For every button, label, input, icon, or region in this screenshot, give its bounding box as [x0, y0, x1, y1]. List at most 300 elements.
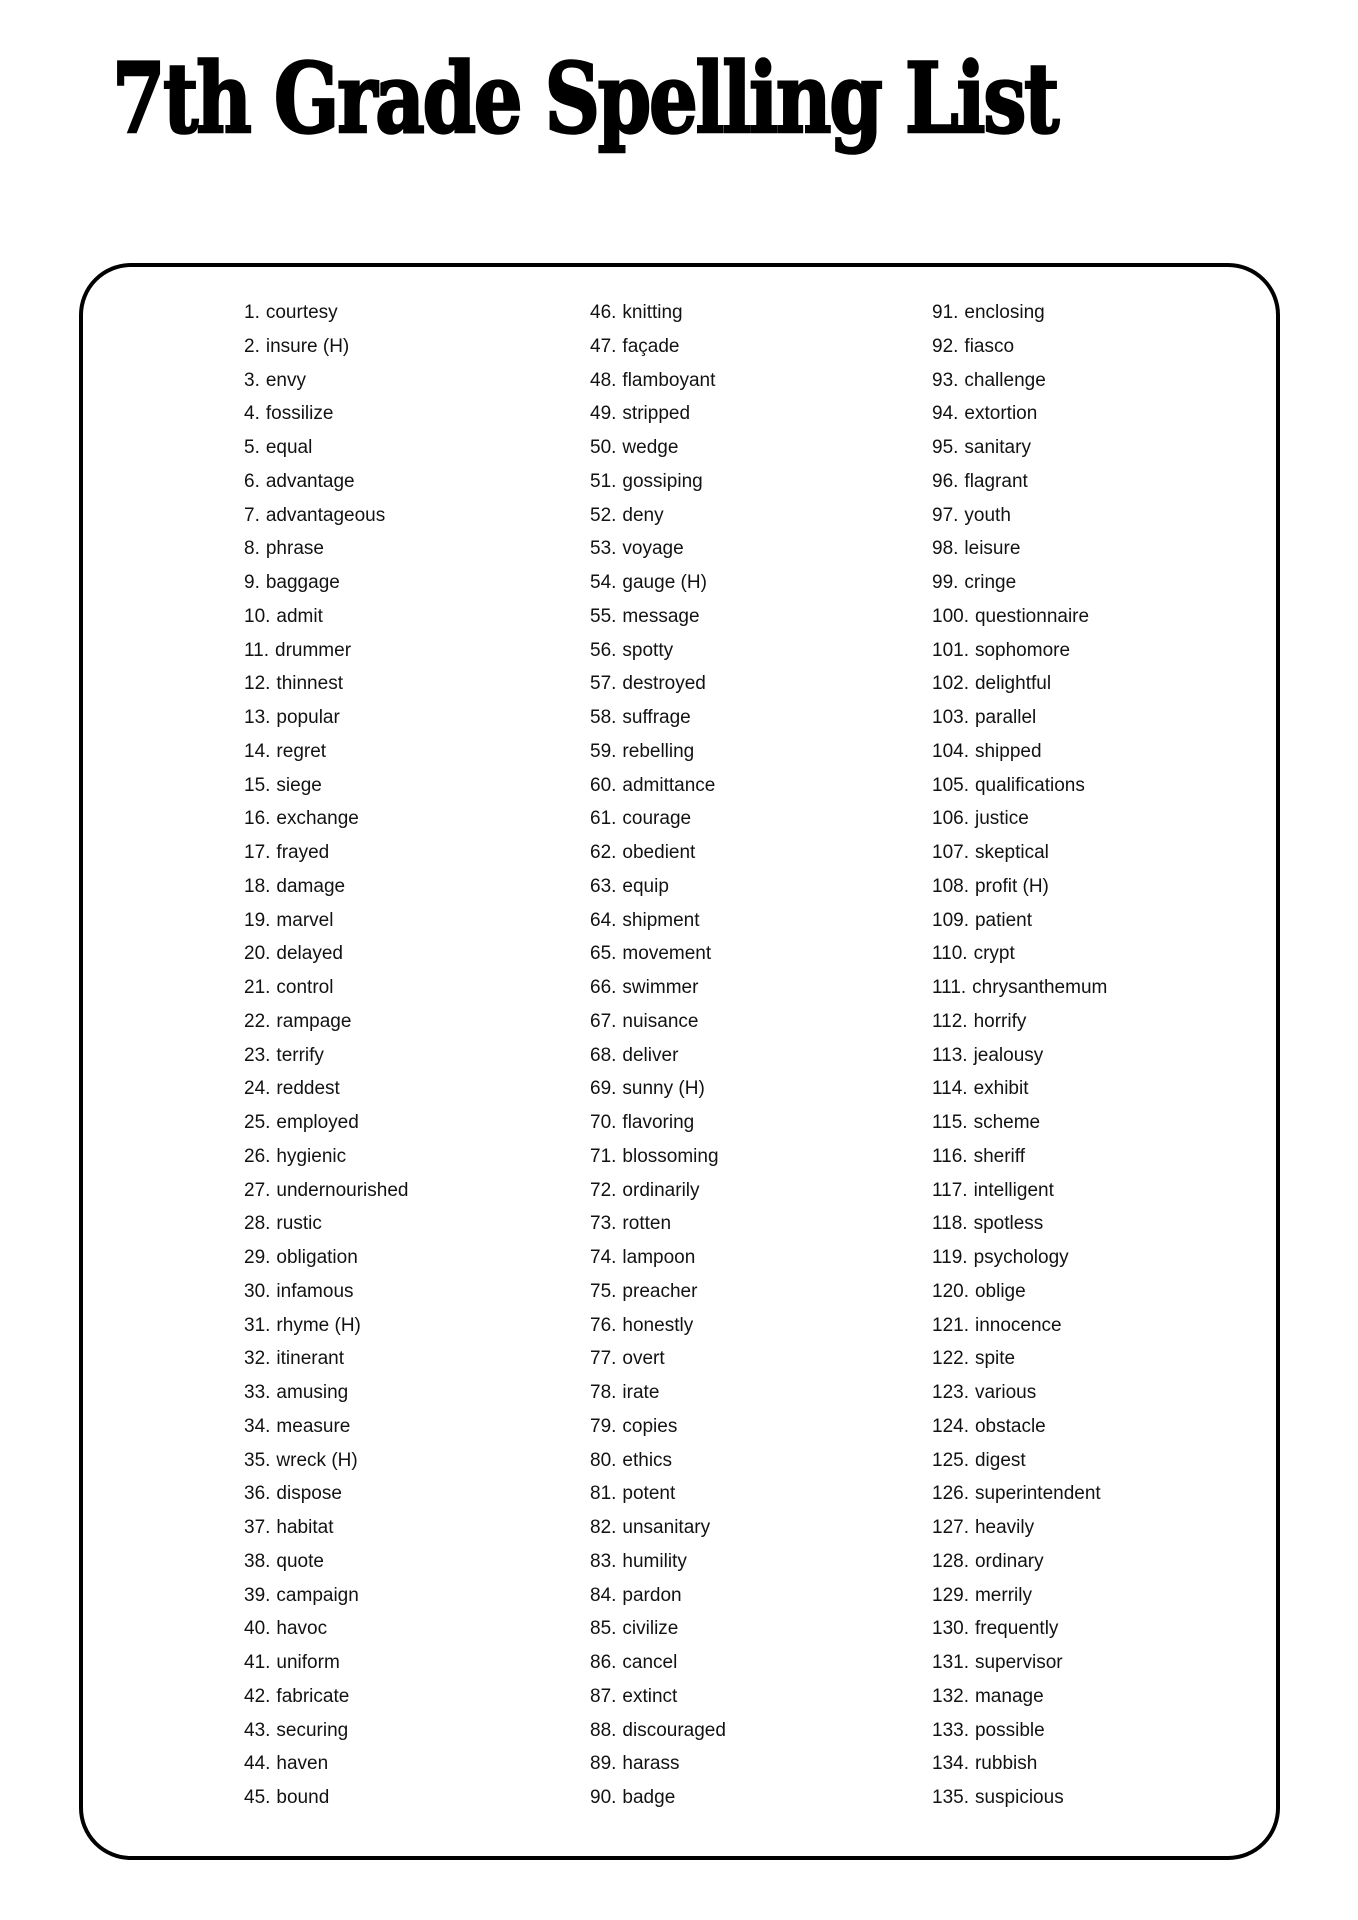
item-number: 84.: [590, 1584, 617, 1606]
list-item: [244, 1545, 408, 1579]
item-number: 43.: [244, 1719, 271, 1741]
list-item: [590, 1039, 726, 1073]
list-item: [590, 904, 726, 938]
item-number: 53.: [590, 538, 617, 560]
list-item: [244, 499, 408, 533]
list-item: [244, 634, 408, 668]
item-word: sunny (H): [622, 1078, 705, 1100]
item-number: 129.: [932, 1584, 969, 1606]
item-number: 77.: [590, 1348, 617, 1370]
item-word: envy: [265, 369, 306, 391]
item-number: 92.: [932, 335, 959, 357]
list-item: [590, 1207, 726, 1241]
item-number: 62.: [590, 842, 617, 863]
list-item: [244, 1747, 408, 1781]
item-word: parallel: [974, 707, 1037, 728]
item-number: 8.: [244, 538, 260, 560]
item-number: 110.: [932, 943, 968, 965]
list-item: [590, 600, 726, 634]
list-item: [244, 1342, 408, 1376]
item-number: 98.: [932, 538, 959, 560]
item-word: havoc: [276, 1618, 328, 1640]
item-number: 121.: [932, 1314, 969, 1336]
item-word: advantage: [265, 470, 355, 492]
item-word: campaign: [276, 1584, 359, 1606]
word-column-3: [932, 296, 1107, 1815]
item-number: 74.: [590, 1247, 617, 1268]
item-word: infamous: [276, 1280, 354, 1302]
list-item: [244, 1612, 408, 1646]
item-word: frequently: [974, 1618, 1059, 1640]
item-word: skeptical: [974, 842, 1049, 863]
item-word: façade: [622, 335, 680, 357]
item-number: 34.: [244, 1415, 271, 1437]
list-item: [932, 1747, 1107, 1781]
item-word: sheriff: [973, 1145, 1025, 1167]
list-item: [590, 1579, 726, 1613]
item-number: 75.: [590, 1280, 617, 1302]
item-word: wedge: [622, 437, 679, 458]
item-word: gauge (H): [622, 572, 707, 593]
item-number: 26.: [244, 1145, 271, 1167]
item-word: blossoming: [622, 1145, 719, 1167]
item-word: suspicious: [974, 1787, 1064, 1808]
item-word: exchange: [276, 808, 359, 830]
list-item: [932, 364, 1107, 398]
list-item: [590, 1511, 726, 1545]
list-item: [932, 465, 1107, 499]
item-word: delightful: [974, 673, 1052, 695]
item-word: sophomore: [974, 639, 1071, 661]
item-word: quote: [276, 1550, 324, 1572]
item-word: uniform: [276, 1652, 340, 1673]
list-item: [590, 1106, 726, 1140]
item-number: 83.: [590, 1550, 617, 1572]
item-word: badge: [622, 1787, 676, 1808]
item-number: 100.: [932, 605, 969, 627]
list-item: [244, 701, 408, 735]
item-number: 81.: [590, 1483, 617, 1505]
item-word: flamboyant: [622, 369, 716, 391]
item-number: 104.: [932, 740, 969, 762]
list-item: [590, 1714, 726, 1748]
item-number: 88.: [590, 1719, 617, 1741]
list-item: [244, 364, 408, 398]
list-item: [244, 296, 408, 330]
list-item: [590, 802, 726, 836]
list-item: [932, 1106, 1107, 1140]
item-number: 59.: [590, 740, 617, 762]
list-item: [590, 1410, 726, 1444]
item-word: psychology: [973, 1247, 1069, 1268]
item-word: challenge: [964, 369, 1046, 391]
list-item: [244, 769, 408, 803]
item-number: 10.: [244, 605, 271, 627]
item-number: 89.: [590, 1753, 617, 1775]
item-number: 114.: [932, 1078, 968, 1100]
item-number: 23.: [244, 1044, 271, 1066]
item-number: 29.: [244, 1247, 271, 1268]
item-word: copies: [622, 1415, 678, 1437]
item-word: baggage: [265, 572, 340, 593]
item-word: suffrage: [622, 707, 691, 728]
item-number: 17.: [244, 842, 271, 863]
word-column-1: [244, 296, 408, 1815]
list-item: [590, 431, 726, 465]
list-item: [590, 701, 726, 735]
list-item: [932, 397, 1107, 431]
item-number: 96.: [932, 470, 959, 492]
item-word: qualifications: [974, 774, 1085, 796]
item-word: profit (H): [974, 875, 1049, 897]
item-number: 103.: [932, 707, 969, 728]
list-item: [590, 769, 726, 803]
item-number: 33.: [244, 1382, 271, 1403]
item-word: advantageous: [265, 504, 386, 526]
item-number: 1.: [244, 302, 260, 323]
item-number: 11.: [244, 639, 270, 661]
list-item: [932, 499, 1107, 533]
item-word: fiasco: [964, 335, 1015, 357]
item-number: 87.: [590, 1685, 617, 1707]
item-word: rubbish: [974, 1753, 1038, 1775]
list-item: [932, 600, 1107, 634]
list-item: [932, 1376, 1107, 1410]
list-item: [244, 465, 408, 499]
item-word: shipped: [974, 740, 1042, 762]
item-number: 94.: [932, 403, 959, 425]
item-number: 13.: [244, 707, 271, 728]
list-item: [590, 1376, 726, 1410]
item-number: 113.: [932, 1044, 968, 1066]
item-number: 127.: [932, 1517, 969, 1538]
item-word: rotten: [622, 1213, 672, 1235]
item-word: manage: [974, 1685, 1044, 1707]
item-number: 44.: [244, 1753, 271, 1775]
item-word: rampage: [276, 1010, 352, 1032]
item-word: fossilize: [265, 403, 334, 425]
item-word: measure: [276, 1415, 351, 1437]
item-word: spotty: [622, 639, 674, 661]
item-word: spotless: [973, 1213, 1044, 1235]
item-number: 71.: [590, 1145, 617, 1167]
item-word: questionnaire: [974, 605, 1090, 627]
list-item: [932, 1342, 1107, 1376]
item-word: oblige: [974, 1280, 1026, 1302]
item-number: 135.: [932, 1787, 969, 1808]
list-item: [932, 1275, 1107, 1309]
item-word: rhyme (H): [276, 1314, 361, 1336]
list-item: [590, 1342, 726, 1376]
item-number: 116.: [932, 1145, 968, 1167]
item-number: 31.: [244, 1314, 271, 1336]
item-word: message: [622, 605, 700, 627]
list-item: [590, 1241, 726, 1275]
list-item: [932, 904, 1107, 938]
list-item: [932, 836, 1107, 870]
item-word: flagrant: [964, 470, 1028, 492]
item-word: civilize: [622, 1618, 679, 1640]
item-number: 72.: [590, 1179, 617, 1201]
item-word: crypt: [973, 943, 1015, 965]
item-number: 61.: [590, 808, 617, 830]
item-number: 82.: [590, 1517, 617, 1538]
item-number: 131.: [932, 1652, 969, 1673]
list-item: [932, 1714, 1107, 1748]
list-item: [932, 296, 1107, 330]
item-number: 117.: [932, 1179, 968, 1201]
item-number: 64.: [590, 909, 617, 931]
item-number: 60.: [590, 774, 617, 796]
item-number: 36.: [244, 1483, 271, 1505]
item-word: enclosing: [964, 302, 1045, 323]
item-number: 93.: [932, 369, 959, 391]
list-item: [932, 937, 1107, 971]
list-item: [244, 1477, 408, 1511]
item-number: 91.: [932, 302, 959, 323]
item-word: cringe: [964, 572, 1017, 593]
item-word: merrily: [974, 1584, 1032, 1606]
list-item: [590, 499, 726, 533]
list-item: [932, 735, 1107, 769]
list-item: [932, 1511, 1107, 1545]
item-word: overt: [622, 1348, 665, 1370]
list-item: [932, 802, 1107, 836]
item-number: 97.: [932, 504, 959, 526]
item-word: ordinarily: [622, 1179, 700, 1201]
item-word: obstacle: [974, 1415, 1046, 1437]
item-number: 80.: [590, 1449, 617, 1471]
list-item: [932, 1545, 1107, 1579]
item-number: 105.: [932, 774, 969, 796]
item-number: 67.: [590, 1010, 617, 1032]
list-item: [932, 634, 1107, 668]
list-item: [932, 1680, 1107, 1714]
item-word: humility: [622, 1550, 687, 1572]
item-number: 5.: [244, 437, 260, 458]
list-item: [932, 1140, 1107, 1174]
spelling-list-panel: [79, 263, 1280, 1860]
item-number: 48.: [590, 369, 617, 391]
item-word: reddest: [276, 1078, 340, 1100]
list-item: [590, 1612, 726, 1646]
list-item: [244, 1140, 408, 1174]
item-word: potent: [622, 1483, 676, 1505]
item-number: 35.: [244, 1449, 271, 1471]
list-item: [244, 1579, 408, 1613]
list-item: [244, 904, 408, 938]
item-word: discouraged: [622, 1719, 726, 1741]
item-word: movement: [622, 943, 712, 965]
list-item: [932, 870, 1107, 904]
item-number: 9.: [244, 572, 260, 593]
item-word: deliver: [622, 1044, 679, 1066]
word-column-2: [590, 296, 726, 1815]
item-word: employed: [276, 1112, 359, 1133]
list-item: [244, 1039, 408, 1073]
list-item: [932, 431, 1107, 465]
list-item: [244, 937, 408, 971]
item-number: 7.: [244, 504, 260, 526]
item-word: securing: [276, 1719, 349, 1741]
item-word: extinct: [622, 1685, 678, 1707]
list-item: [244, 1005, 408, 1039]
list-item: [244, 532, 408, 566]
item-number: 65.: [590, 943, 617, 965]
item-number: 6.: [244, 470, 260, 492]
item-number: 27.: [244, 1179, 271, 1201]
item-number: 115.: [932, 1112, 968, 1133]
item-word: fabricate: [276, 1685, 350, 1707]
list-item: [932, 1309, 1107, 1343]
item-number: 73.: [590, 1213, 617, 1235]
item-number: 90.: [590, 1787, 617, 1808]
list-item: [932, 701, 1107, 735]
list-item: [932, 1241, 1107, 1275]
list-item: [932, 1005, 1107, 1039]
item-number: 63.: [590, 875, 617, 897]
item-number: 28.: [244, 1213, 271, 1235]
item-word: equal: [265, 437, 313, 458]
item-number: 16.: [244, 808, 271, 830]
item-word: voyage: [622, 538, 684, 560]
item-word: wreck (H): [276, 1449, 358, 1471]
list-item: [932, 1039, 1107, 1073]
item-number: 46.: [590, 302, 617, 323]
item-number: 38.: [244, 1550, 271, 1572]
item-word: bound: [276, 1787, 330, 1808]
item-word: exhibit: [973, 1078, 1029, 1100]
list-item: [932, 532, 1107, 566]
item-word: unsanitary: [622, 1517, 711, 1538]
item-word: regret: [276, 740, 327, 762]
item-word: courage: [622, 808, 692, 830]
list-item: [932, 1444, 1107, 1478]
item-number: 54.: [590, 572, 617, 593]
list-item: [590, 1477, 726, 1511]
item-number: 124.: [932, 1415, 969, 1437]
item-word: harass: [622, 1753, 680, 1775]
item-word: dispose: [276, 1483, 342, 1505]
list-item: [244, 1275, 408, 1309]
list-item: [932, 971, 1107, 1005]
item-word: shipment: [622, 909, 700, 931]
list-item: [590, 1646, 726, 1680]
item-word: horrify: [973, 1010, 1027, 1032]
item-number: 133.: [932, 1719, 969, 1741]
item-word: undernourished: [276, 1179, 409, 1201]
item-number: 45.: [244, 1787, 271, 1808]
item-number: 15.: [244, 774, 271, 796]
item-word: justice: [974, 808, 1029, 830]
item-word: gossiping: [622, 470, 703, 492]
item-number: 109.: [932, 909, 969, 931]
item-word: destroyed: [622, 673, 706, 695]
list-item: [590, 1140, 726, 1174]
list-item: [590, 1072, 726, 1106]
item-word: cancel: [622, 1652, 678, 1673]
item-word: leisure: [964, 538, 1021, 560]
item-number: 18.: [244, 875, 271, 897]
list-item: [244, 1444, 408, 1478]
list-item: [590, 1005, 726, 1039]
item-number: 76.: [590, 1314, 617, 1336]
item-number: 79.: [590, 1415, 617, 1437]
list-item: [590, 296, 726, 330]
item-word: flavoring: [622, 1112, 695, 1133]
item-word: itinerant: [276, 1348, 345, 1370]
item-word: knitting: [622, 302, 683, 323]
item-word: lampoon: [622, 1247, 696, 1268]
item-word: haven: [276, 1753, 329, 1775]
item-number: 85.: [590, 1618, 617, 1640]
item-number: 99.: [932, 572, 959, 593]
list-item: [244, 1072, 408, 1106]
list-item: [932, 1174, 1107, 1208]
list-item: [244, 600, 408, 634]
list-item: [590, 667, 726, 701]
item-word: admittance: [622, 774, 716, 796]
item-number: 132.: [932, 1685, 969, 1707]
item-word: equip: [622, 875, 669, 897]
item-word: ethics: [622, 1449, 673, 1471]
list-item: [932, 1072, 1107, 1106]
item-word: rustic: [276, 1213, 322, 1235]
list-item: [244, 735, 408, 769]
list-item: [590, 1275, 726, 1309]
list-item: [590, 634, 726, 668]
item-number: 12.: [244, 673, 271, 695]
list-item: [932, 769, 1107, 803]
item-word: innocence: [974, 1314, 1062, 1336]
list-item: [244, 397, 408, 431]
item-number: 58.: [590, 707, 617, 728]
item-word: courtesy: [265, 302, 338, 323]
list-item: [932, 1410, 1107, 1444]
item-number: 128.: [932, 1550, 969, 1572]
item-word: jealousy: [973, 1044, 1044, 1066]
item-number: 2.: [244, 335, 260, 357]
list-item: [590, 870, 726, 904]
item-number: 95.: [932, 437, 959, 458]
item-number: 32.: [244, 1348, 271, 1370]
list-item: [590, 1444, 726, 1478]
item-number: 57.: [590, 673, 617, 695]
item-word: preacher: [622, 1280, 698, 1302]
list-item: [590, 1174, 726, 1208]
item-number: 49.: [590, 403, 617, 425]
list-item: [932, 566, 1107, 600]
list-item: [590, 566, 726, 600]
list-item: [244, 1781, 408, 1815]
item-word: extortion: [964, 403, 1038, 425]
item-number: 52.: [590, 504, 617, 526]
item-number: 40.: [244, 1618, 271, 1640]
item-word: irate: [622, 1382, 660, 1403]
item-number: 22.: [244, 1010, 271, 1032]
list-item: [590, 971, 726, 1005]
item-number: 122.: [932, 1348, 969, 1370]
list-item: [244, 1376, 408, 1410]
list-item: [244, 1309, 408, 1343]
item-word: swimmer: [622, 977, 699, 998]
list-item: [244, 836, 408, 870]
item-number: 70.: [590, 1112, 617, 1133]
item-word: amusing: [276, 1382, 349, 1403]
item-number: 86.: [590, 1652, 617, 1673]
item-number: 24.: [244, 1078, 271, 1100]
list-item: [590, 836, 726, 870]
